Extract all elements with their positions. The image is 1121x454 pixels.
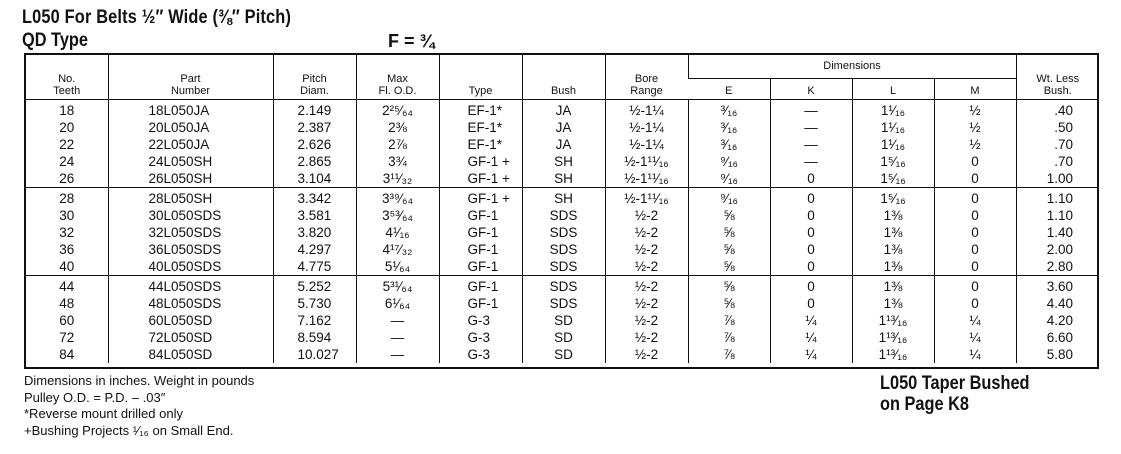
cell-dim-k: 0	[770, 188, 852, 208]
cell-max-od: 3¾	[356, 153, 439, 170]
cell-dim-m: ½	[934, 136, 1016, 153]
cell-dim-k: —	[770, 119, 852, 136]
cell-bush: JA	[522, 136, 605, 153]
table-row	[26, 170, 1099, 188]
cell-bore-range: ½-2	[605, 346, 688, 363]
table-row	[26, 312, 1099, 329]
cell-teeth: 20	[59, 120, 75, 135]
table-row	[26, 100, 1099, 120]
col-header-bush: Bush	[522, 55, 605, 100]
cell-part-number: 84L050SD	[108, 346, 273, 363]
cell-dim-l: 1⁵⁄₁₆	[852, 170, 934, 188]
cell-dim-k: —	[770, 136, 852, 153]
col-header-max-od: Max Fl. O.D.	[356, 55, 439, 100]
row-group-3	[26, 276, 1099, 364]
cell-dim-e: ³⁄₁₆	[688, 100, 770, 120]
cell-pitch-diam: 7.162	[273, 312, 356, 329]
cell-max-od: 3³⁹⁄₆₄	[356, 188, 439, 208]
table-row	[26, 153, 1099, 170]
cell-dim-m: 0	[934, 153, 1016, 170]
cell-pitch-diam: 3.581	[273, 207, 356, 224]
cell-weight: 1.10	[1016, 207, 1099, 224]
cell-pitch-diam: 2.149	[273, 100, 356, 120]
cell-type: GF-1 +	[439, 188, 522, 208]
cell-weight: 6.60	[1016, 329, 1099, 346]
cell-dim-m: 0	[934, 295, 1016, 312]
cell-pitch-diam: 5.252	[273, 276, 356, 296]
cell-max-od: 2⅞	[356, 136, 439, 153]
cell-teeth: 48	[59, 296, 75, 311]
footnotes	[24, 373, 254, 439]
cell-dim-k: 0	[770, 224, 852, 241]
cell-part-number: 40L050SDS	[108, 258, 273, 276]
cell-dim-e: ⁹⁄₁₆	[688, 170, 770, 188]
cell-dim-e: ⅞	[688, 312, 770, 329]
table-row	[26, 119, 1099, 136]
cell-pitch-diam: 5.730	[273, 295, 356, 312]
cell-dim-m: 0	[934, 224, 1016, 241]
cell-bush: SD	[522, 346, 605, 363]
cell-max-od: —	[356, 346, 439, 363]
cell-dim-m: ½	[934, 119, 1016, 136]
cell-weight: 2.80	[1016, 258, 1099, 276]
cell-bore-range: ½-1¼	[605, 100, 688, 120]
cell-pitch-diam: 4.775	[273, 258, 356, 276]
cell-pitch-diam: 4.297	[273, 241, 356, 258]
cell-bore-range: ½-1¹¹⁄₁₆	[605, 153, 688, 170]
cell-part-number: 18L050JA	[108, 100, 273, 120]
cell-teeth: 40	[59, 259, 75, 274]
table-row	[26, 224, 1099, 241]
cell-bush: SH	[522, 153, 605, 170]
cell-teeth: 72	[59, 330, 75, 345]
cell-weight: 4.40	[1016, 295, 1099, 312]
cell-dim-m: ¼	[934, 312, 1016, 329]
cell-part-number: 30L050SDS	[108, 207, 273, 224]
cell-teeth: 60	[59, 313, 75, 328]
cell-bush: SH	[522, 170, 605, 188]
col-header-m: M	[934, 79, 1016, 100]
row-group-1	[26, 100, 1099, 188]
cell-pitch-diam: 2.387	[273, 119, 356, 136]
cell-bush: SDS	[522, 276, 605, 296]
col-header-teeth: No. Teeth	[53, 73, 81, 97]
cell-dim-l: 1⅜	[852, 258, 934, 276]
cell-bore-range: ½-2	[605, 329, 688, 346]
cell-part-number: 32L050SDS	[108, 224, 273, 241]
table-row	[26, 346, 1099, 363]
page-reference	[880, 373, 1030, 415]
cell-weight: 2.00	[1016, 241, 1099, 258]
cell-dim-m: ½	[934, 100, 1016, 120]
cell-type: G-3	[439, 312, 522, 329]
cell-part-number: 44L050SDS	[108, 276, 273, 296]
cell-pitch-diam: 3.820	[273, 224, 356, 241]
cell-max-od: 5³¹⁄₆₄	[356, 276, 439, 296]
cell-dim-e: ⅝	[688, 276, 770, 296]
cell-type: G-3	[439, 329, 522, 346]
cell-pitch-diam: 3.342	[273, 188, 356, 208]
cell-max-od: 4¹⁷⁄₃₂	[356, 241, 439, 258]
cell-dim-e: ³⁄₁₆	[688, 119, 770, 136]
cell-type: GF-1 +	[439, 153, 522, 170]
cell-teeth: 18	[59, 103, 75, 118]
cell-dim-l: 1⁵⁄₁₆	[852, 188, 934, 208]
cell-bore-range: ½-1¹¹⁄₁₆	[605, 170, 688, 188]
cell-teeth: 32	[59, 225, 75, 240]
cell-weight: 1.40	[1016, 224, 1099, 241]
cell-dim-m: 0	[934, 241, 1016, 258]
cell-part-number: 28L050SH	[108, 188, 273, 208]
col-header-weight: Wt. Less Bush.	[1016, 55, 1099, 100]
cell-dim-e: ⁹⁄₁₆	[688, 153, 770, 170]
cell-part-number: 60L050SD	[108, 312, 273, 329]
table-row	[26, 188, 1099, 208]
cell-dim-l: 1¹⁄₁₆	[852, 100, 934, 120]
cell-weight: 4.20	[1016, 312, 1099, 329]
cell-dim-m: 0	[934, 170, 1016, 188]
col-header-k: K	[770, 79, 852, 100]
cell-bush: SD	[522, 329, 605, 346]
col-header-bore: Bore Range	[605, 55, 688, 100]
cell-part-number: 36L050SDS	[108, 241, 273, 258]
cell-bush: SDS	[522, 224, 605, 241]
cell-dim-l: 1⁵⁄₁₆	[852, 153, 934, 170]
cell-dim-k: 0	[770, 207, 852, 224]
cell-dim-l: 1¹⁄₁₆	[852, 136, 934, 153]
col-header-part: Part Number	[108, 55, 273, 100]
cell-bore-range: ½-2	[605, 295, 688, 312]
page-subtitle: QD Type	[22, 30, 88, 51]
cell-dim-e: ⅝	[688, 207, 770, 224]
cell-dim-m: 0	[934, 188, 1016, 208]
cell-pitch-diam: 2.626	[273, 136, 356, 153]
cell-dim-l: 1⅜	[852, 207, 934, 224]
cell-dim-k: 0	[770, 258, 852, 276]
cell-bore-range: ½-1¼	[605, 136, 688, 153]
cell-dim-k: 0	[770, 295, 852, 312]
cell-type: GF-1 +	[439, 170, 522, 188]
cell-teeth: 24	[59, 154, 75, 169]
reference-line-1: L050 Taper Bushed	[880, 373, 1030, 394]
table-row	[26, 136, 1099, 153]
table-row	[26, 329, 1099, 346]
cell-part-number: 72L050SD	[108, 329, 273, 346]
cell-weight: .70	[1016, 153, 1099, 170]
cell-part-number: 24L050SH	[108, 153, 273, 170]
cell-pitch-diam: 10.027	[273, 346, 356, 363]
cell-weight: .40	[1016, 100, 1099, 120]
table-row	[26, 207, 1099, 224]
cell-part-number: 22L050JA	[108, 136, 273, 153]
cell-dim-k: ¼	[770, 346, 852, 363]
cell-dim-m: ¼	[934, 329, 1016, 346]
cell-weight: 3.60	[1016, 276, 1099, 296]
cell-dim-l: 1⅜	[852, 276, 934, 296]
cell-bush: SD	[522, 312, 605, 329]
cell-teeth: 22	[59, 137, 75, 152]
cell-teeth: 30	[59, 208, 75, 223]
cell-dim-m: 0	[934, 276, 1016, 296]
cell-part-number: 20L050JA	[108, 119, 273, 136]
cell-dim-e: ³⁄₁₆	[688, 136, 770, 153]
page-title: L050 For Belts ½″ Wide (⅜″ Pitch)	[22, 7, 292, 28]
cell-type: G-3	[439, 346, 522, 363]
cell-dim-e: ⁹⁄₁₆	[688, 188, 770, 208]
cell-type: GF-1	[439, 258, 522, 276]
cell-type: EF-1*	[439, 100, 522, 120]
cell-bush: SDS	[522, 258, 605, 276]
footnote-units: Dimensions in inches. Weight in pounds	[24, 373, 255, 388]
cell-bush: SDS	[522, 241, 605, 258]
cell-bore-range: ½-1¹¹⁄₁₆	[605, 188, 688, 208]
cell-type: EF-1*	[439, 119, 522, 136]
cell-max-od: —	[356, 329, 439, 346]
cell-bore-range: ½-2	[605, 258, 688, 276]
col-header-dimensions: Dimensions	[688, 55, 1016, 79]
table-row	[26, 258, 1099, 276]
cell-dim-k: 0	[770, 170, 852, 188]
cell-dim-l: 1⅜	[852, 295, 934, 312]
f-value: F = ¾	[388, 31, 435, 51]
cell-weight: 1.10	[1016, 188, 1099, 208]
cell-teeth: 36	[59, 242, 75, 257]
col-header-l: L	[852, 79, 934, 100]
cell-pitch-diam: 2.865	[273, 153, 356, 170]
table-row	[26, 241, 1099, 258]
table-row	[26, 295, 1099, 312]
cell-type: GF-1	[439, 207, 522, 224]
cell-pitch-diam: 8.594	[273, 329, 356, 346]
cell-max-od: —	[356, 312, 439, 329]
footnote-od: Pulley O.D. = P.D. – .03″	[24, 389, 166, 405]
cell-bush: SDS	[522, 207, 605, 224]
cell-dim-e: ⅝	[688, 295, 770, 312]
cell-bore-range: ½-2	[605, 207, 688, 224]
cell-max-od: 2²⁵⁄₆₄	[356, 100, 439, 120]
cell-dim-l: 1⅜	[852, 241, 934, 258]
row-group-2	[26, 188, 1099, 276]
cell-max-od: 6¹⁄₆₄	[356, 295, 439, 312]
cell-dim-l: 1¹³⁄₁₆	[852, 329, 934, 346]
cell-type: GF-1	[439, 241, 522, 258]
cell-teeth: 28	[59, 191, 75, 206]
spec-table	[26, 55, 1099, 363]
cell-dim-l: 1¹³⁄₁₆	[852, 346, 934, 363]
cell-dim-e: ⅝	[688, 224, 770, 241]
spec-table-frame	[24, 53, 1099, 369]
cell-weight: .50	[1016, 119, 1099, 136]
cell-dim-e: ⅝	[688, 241, 770, 258]
cell-dim-m: ¼	[934, 346, 1016, 363]
cell-part-number: 26L050SH	[108, 170, 273, 188]
col-header-type: Type	[439, 55, 522, 100]
cell-bush: JA	[522, 119, 605, 136]
cell-teeth: 84	[59, 347, 75, 362]
footnote-reverse-mount: *Reverse mount drilled only	[24, 406, 183, 421]
cell-bore-range: ½-2	[605, 276, 688, 296]
col-header-pitch: Pitch Diam.	[273, 55, 356, 100]
cell-type: GF-1	[439, 276, 522, 296]
cell-weight: 5.80	[1016, 346, 1099, 363]
footnote-bushing: +Bushing Projects ¹⁄₁₆ on Small End.	[24, 422, 234, 438]
cell-pitch-diam: 3.104	[273, 170, 356, 188]
cell-dim-k: —	[770, 100, 852, 120]
cell-bush: SH	[522, 188, 605, 208]
cell-dim-e: ⅝	[688, 258, 770, 276]
cell-part-number: 48L050SDS	[108, 295, 273, 312]
cell-weight: .70	[1016, 136, 1099, 153]
cell-dim-m: 0	[934, 207, 1016, 224]
cell-dim-e: ⅞	[688, 329, 770, 346]
cell-dim-m: 0	[934, 258, 1016, 276]
cell-type: GF-1	[439, 224, 522, 241]
col-header-e: E	[725, 85, 733, 97]
cell-bore-range: ½-2	[605, 224, 688, 241]
cell-dim-k: 0	[770, 276, 852, 296]
cell-bush: JA	[522, 100, 605, 120]
cell-dim-e: ⅞	[688, 346, 770, 363]
cell-teeth: 44	[59, 279, 75, 294]
cell-type: EF-1*	[439, 136, 522, 153]
cell-bore-range: ½-2	[605, 241, 688, 258]
cell-bore-range: ½-1¼	[605, 119, 688, 136]
cell-weight: 1.00	[1016, 170, 1099, 188]
cell-dim-k: 0	[770, 241, 852, 258]
cell-max-od: 2⅜	[356, 119, 439, 136]
cell-type: GF-1	[439, 295, 522, 312]
cell-max-od: 4¹⁄₁₆	[356, 224, 439, 241]
cell-dim-k: ¼	[770, 312, 852, 329]
table-row	[26, 276, 1099, 296]
cell-dim-l: 1¹⁄₁₆	[852, 119, 934, 136]
cell-dim-l: 1¹³⁄₁₆	[852, 312, 934, 329]
cell-dim-l: 1⅜	[852, 224, 934, 241]
cell-dim-k: ¼	[770, 329, 852, 346]
reference-line-2: on Page K8	[880, 394, 969, 415]
cell-teeth: 26	[59, 171, 75, 186]
cell-max-od: 3¹¹⁄₃₂	[356, 170, 439, 188]
cell-dim-k: —	[770, 153, 852, 170]
cell-max-od: 3⁵³⁄₆₄	[356, 207, 439, 224]
cell-bore-range: ½-2	[605, 312, 688, 329]
cell-bush: SDS	[522, 295, 605, 312]
cell-max-od: 5¹⁄₆₄	[356, 258, 439, 276]
